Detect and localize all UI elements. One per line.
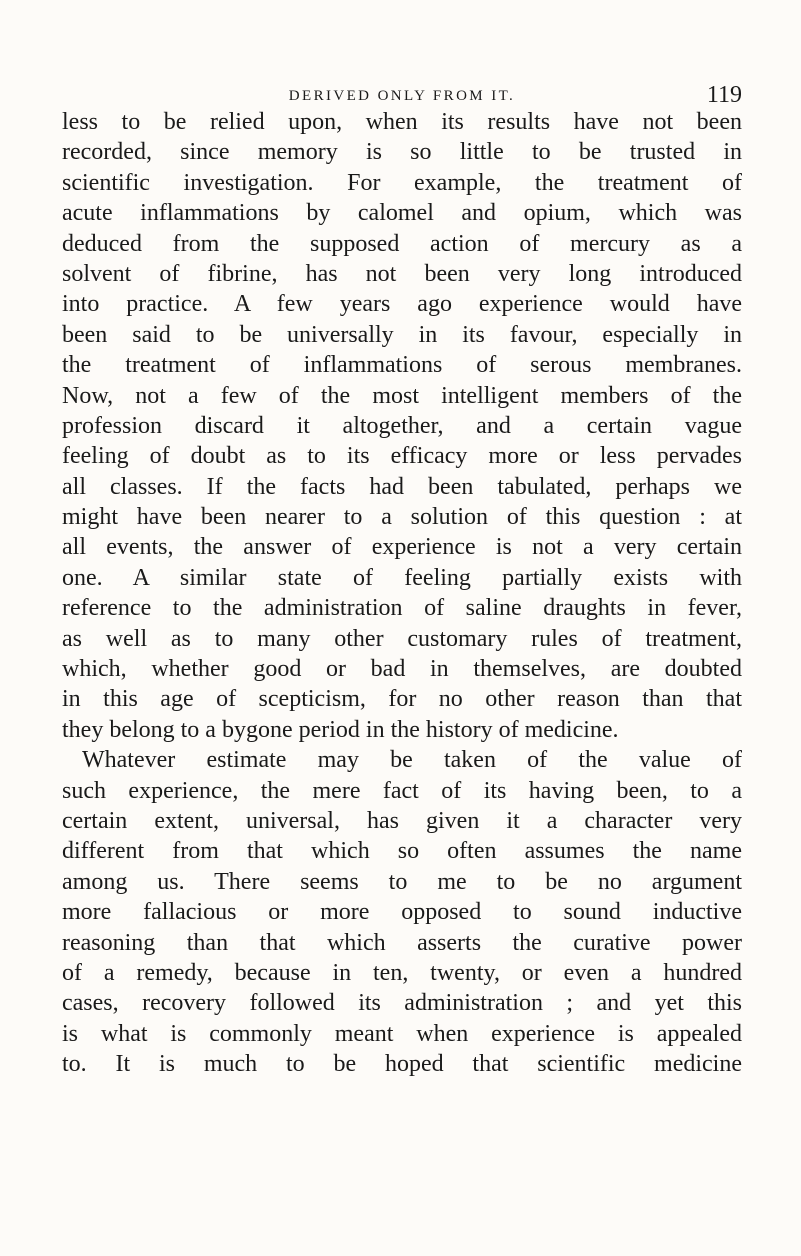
text-line: acute inflammations by calomel and opium, which was (62, 200, 742, 227)
text-line: all events, the answer of experience is not a very certain (62, 534, 742, 561)
text-line: as well as to many other customary rules of treatment, (62, 625, 742, 652)
text-line: among us. There seems to me to be no argument (62, 868, 742, 895)
text-line: might have been nearer to a solution of this question : at (62, 504, 742, 531)
text-line: less to be relied upon, when its results have not been (62, 109, 742, 135)
text-line: Whatever estimate may be taken of the value of (82, 747, 742, 774)
text-line: in this age of scepticism, for no other reason than that (62, 686, 742, 713)
text-line: which, whether good or bad in themselves, are doubted (62, 656, 742, 683)
text-line: reasoning than that which asserts the curative power (62, 929, 742, 956)
text-line: been said to be universally in its favour, especially in (62, 321, 742, 348)
text-line: is what is commonly meant when experience is appealed (62, 1020, 742, 1047)
text-line: Now, not a few of the most intelligent members of the (62, 382, 742, 409)
text-line: deduced from the supposed action of mercury as a (62, 230, 742, 257)
text-line: more fallacious or more opposed to sound inductive (62, 899, 742, 926)
text-line: certain extent, universal, has given it a character very (62, 807, 742, 834)
text-line: scientific investigation. For example, the treatment of (62, 169, 742, 196)
text-line: of a remedy, because in ten, twenty, or even a hundred (62, 959, 742, 986)
text-line: recorded, since memory is so little to be trusted in (62, 139, 742, 166)
text-line: into practice. A few years ago experience would have (62, 291, 742, 318)
text-line: all classes. If the facts had been tabulated, perhaps we (62, 473, 742, 500)
text-line: cases, recovery followed its administration ; and yet this (62, 990, 742, 1017)
book-page (62, 0, 742, 1256)
text-line: solvent of fibrine, has not been very long introduced (62, 260, 742, 287)
text-line: reference to the administration of saline draughts in fever, (62, 595, 742, 622)
text-line: one. A similar state of feeling partially exists with (62, 564, 742, 591)
body-text (62, 107, 742, 1080)
text-line: the treatment of inflammations of serous membranes. (62, 352, 742, 379)
text-line: such experience, the mere fact of its having been, to a (62, 777, 742, 804)
text-line: feeling of doubt as to its efficacy more or less pervades (62, 443, 742, 470)
running-title: DERIVED ONLY FROM IT. (288, 88, 516, 104)
page-number: 119 (706, 82, 742, 108)
text-line: they belong to a bygone period in the history of medicine. (62, 716, 619, 743)
text-line: different from that which so often assumes the name (62, 838, 742, 865)
text-line: profession discard it altogether, and a certain vague (62, 412, 742, 439)
text-line: to. It is much to be hoped that scientific medicine (62, 1051, 742, 1078)
